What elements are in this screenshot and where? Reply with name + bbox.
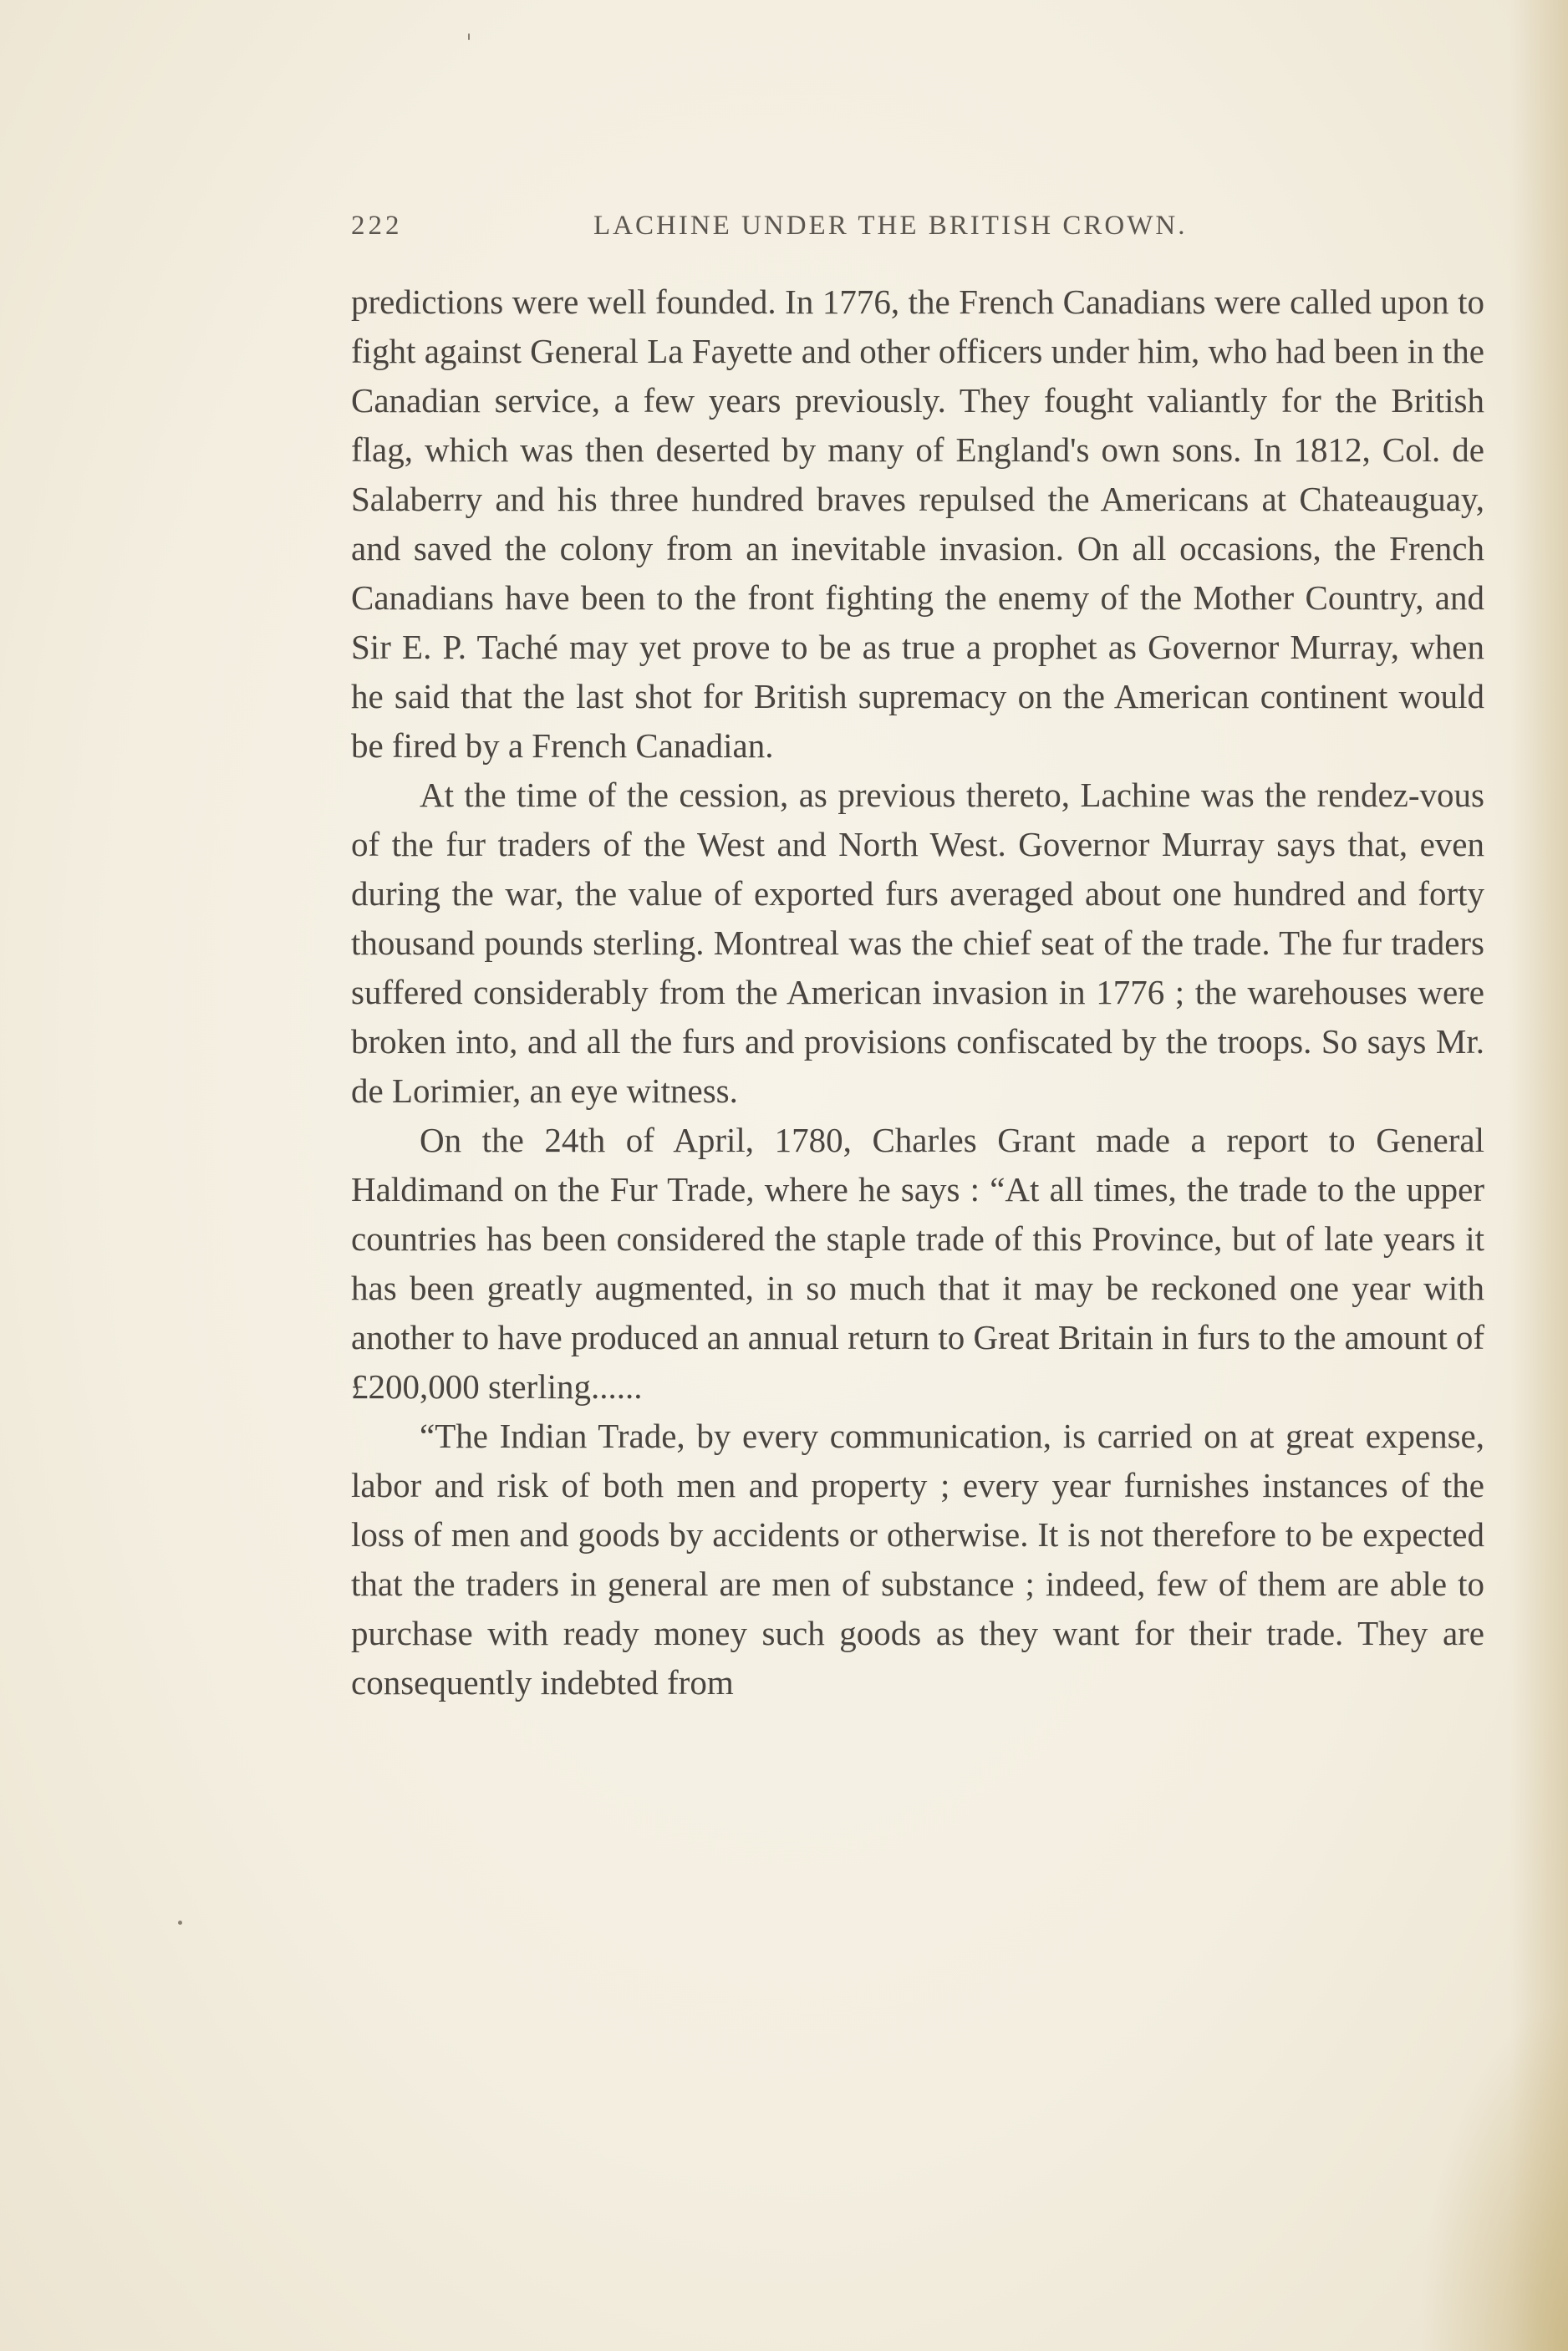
running-title: LACHINE UNDER THE BRITISH CROWN.: [593, 211, 1188, 241]
body-text: [351, 277, 1484, 1707]
page-edge-shadow: [1509, 0, 1568, 2351]
paragraph-indian-trade: “The Indian Trade, by every communication, is carried on at great expense, labor and risk of both men and property ; every year furnishes instances of the loss of men and goods by accidents or otherwise. It is not therefore to be expected that the traders in general are men of substance ; indeed, few of them are able to purchase with ready money such goods as they want for their trade. They are consequently indebted from: [351, 1417, 1484, 1702]
paragraph-grant-report: On the 24th of April, 1780, Charles Grant made a report to General Haldimand on the Fur Trade, where he says : “At all times, the trade to the upper countries has been considered the staple trade of this Province, but of late years it has been greatly augmented, in so much that it may be reckoned one year with another to have produced an annual return to Great Britain in furs to the amount of £200,000 sterling......: [351, 1121, 1484, 1406]
page-corner-stain: [1418, 2000, 1568, 2351]
page-number: 222: [351, 211, 403, 241]
page-header: [351, 211, 1488, 251]
paper-speck: [178, 1921, 182, 1925]
paper-speck: [468, 33, 470, 40]
paragraph-continuation: predictions were well founded. In 1776, the French Canadians were called upon to fight against General La Fayette and other officers under him, who had been in the Canadian service, a few years previously. They fought valiantly for the British flag, which was then deserted by many of England's own sons. In 1812, Col. de Salaberry and his three hundred braves repulsed the Americans at Chateauguay, and saved the colony from an inevitable invasion. On all occasions, the French Canadians have been to the front fighting the enemy of the Mother Country, and Sir E. P. Taché may yet prove to be as true a prophet as Governor Murray, when he said that the last shot for British supremacy on the American continent would be fired by a French Canadian.: [351, 282, 1484, 765]
paragraph-fur-traders: At the time of the cession, as previous thereto, Lachine was the rendez-vous of the fur traders of the West and North West. Governor Murray says that, even during the war, the value of exported furs averaged about one hundred and forty thousand pounds sterling. Montreal was the chief seat of the trade. The fur traders suffered considerably from the American invasion in 1776 ; the warehouses were broken into, and all the furs and provisions confiscated by the troops. So says Mr. de Lorimier, an eye witness.: [351, 776, 1484, 1110]
